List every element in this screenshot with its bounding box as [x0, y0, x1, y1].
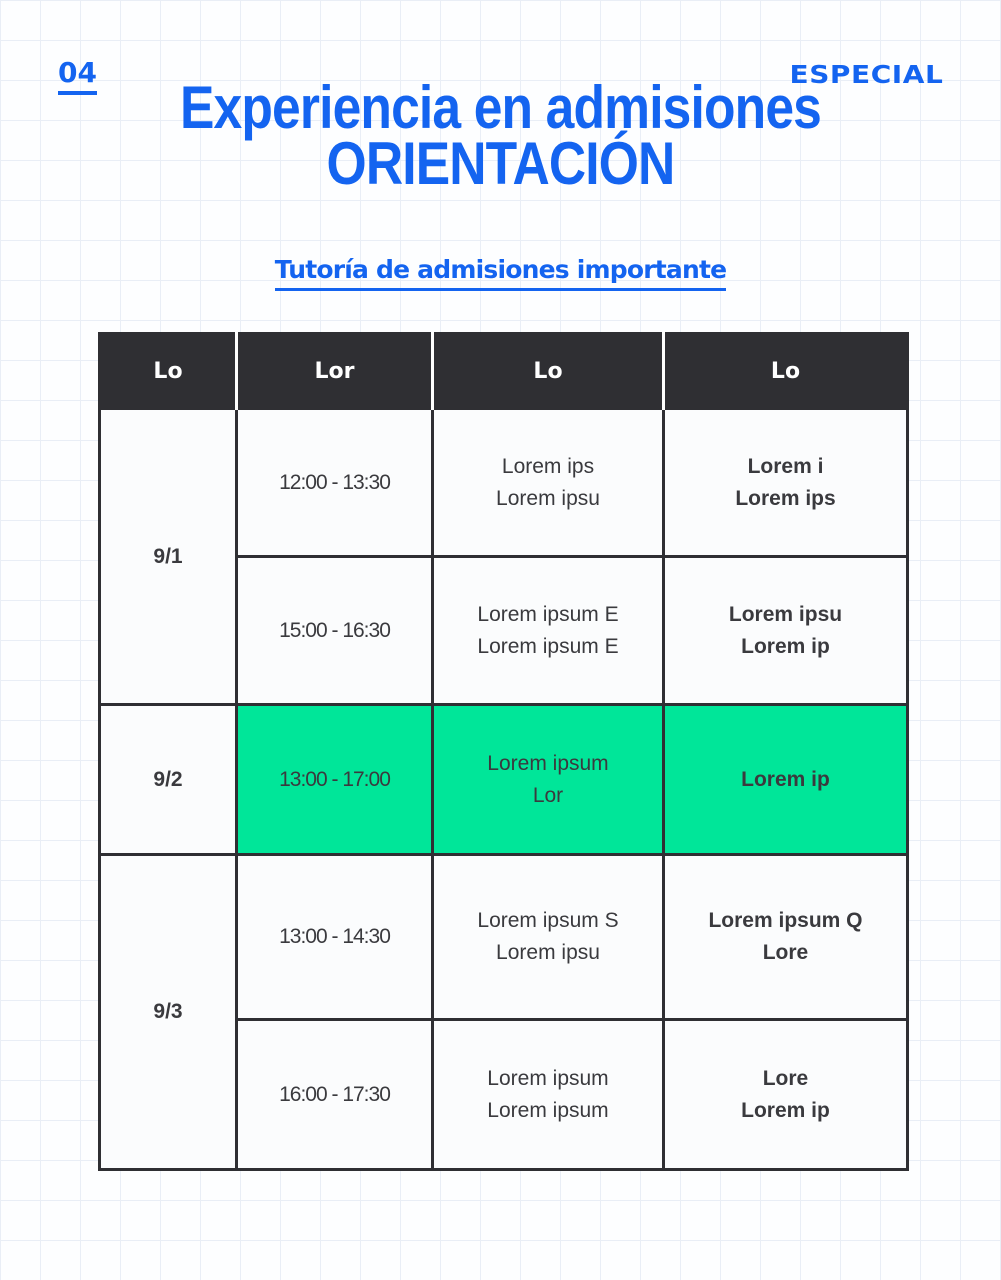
description-cell	[433, 855, 664, 1020]
note-line: Lorem ip	[741, 634, 830, 658]
page-number: 04	[58, 56, 97, 95]
description-cell	[433, 409, 664, 557]
time-cell: 16:00 - 17:30	[237, 1020, 433, 1170]
column-header: Lor	[237, 334, 433, 409]
table-header-row	[100, 334, 908, 409]
description-line: Lorem ips	[501, 454, 595, 478]
description-cell	[433, 1020, 664, 1170]
description-cell	[433, 705, 664, 855]
note-cell	[664, 705, 908, 855]
description-line: Lorem ipsum E	[477, 634, 619, 658]
table-row	[100, 409, 908, 557]
column-header: Lo	[664, 334, 908, 409]
note-line: Lorem ipsu	[728, 602, 843, 626]
subtitle	[0, 254, 1001, 291]
note-line: Lorem ip	[741, 1098, 830, 1122]
note-line: Lore	[762, 941, 809, 964]
date-cell: 9/3	[100, 855, 237, 1170]
note-line: Lorem i	[747, 454, 824, 478]
description-line: Lor	[532, 783, 564, 807]
note-line: Lorem ip	[741, 767, 830, 791]
title-line-2: ORIENTACIÓN	[326, 130, 675, 197]
description-line: Lorem ipsum	[487, 1066, 609, 1090]
date-cell: 9/1	[100, 409, 237, 705]
description-line: Lorem ipsum	[487, 751, 609, 775]
note-line: Lorem ipsum Q	[708, 909, 863, 932]
column-header: Lo	[100, 334, 237, 409]
description-line: Lorem ipsum S	[477, 909, 619, 932]
description-line: Lorem ipsu	[496, 486, 600, 510]
time-cell: 12:00 - 13:30	[237, 409, 433, 557]
note-cell	[664, 1020, 908, 1170]
table-row-highlighted	[100, 705, 908, 855]
note-line: Lore	[762, 1066, 809, 1090]
column-header: Lo	[433, 334, 664, 409]
description-line: Lorem ipsum	[487, 1098, 609, 1122]
time-cell: 15:00 - 16:30	[237, 557, 433, 705]
note-cell	[664, 855, 908, 1020]
note-cell	[664, 557, 908, 705]
description-line: Lorem ipsu	[496, 941, 600, 964]
description-cell	[433, 557, 664, 705]
table-row	[100, 855, 908, 1020]
note-cell	[664, 409, 908, 557]
schedule-table	[98, 332, 909, 1171]
date-cell: 9/2	[100, 705, 237, 855]
note-line: Lorem ips	[735, 486, 836, 510]
section-tag: ESPECIAL	[789, 60, 943, 89]
description-line: Lorem ipsum E	[477, 602, 619, 626]
time-cell: 13:00 - 17:00	[237, 705, 433, 855]
title-line-1: Experiencia en admisiones	[180, 74, 821, 141]
time-cell: 13:00 - 14:30	[237, 855, 433, 1020]
subtitle-text: Tutoría de admisiones importante	[275, 254, 727, 291]
